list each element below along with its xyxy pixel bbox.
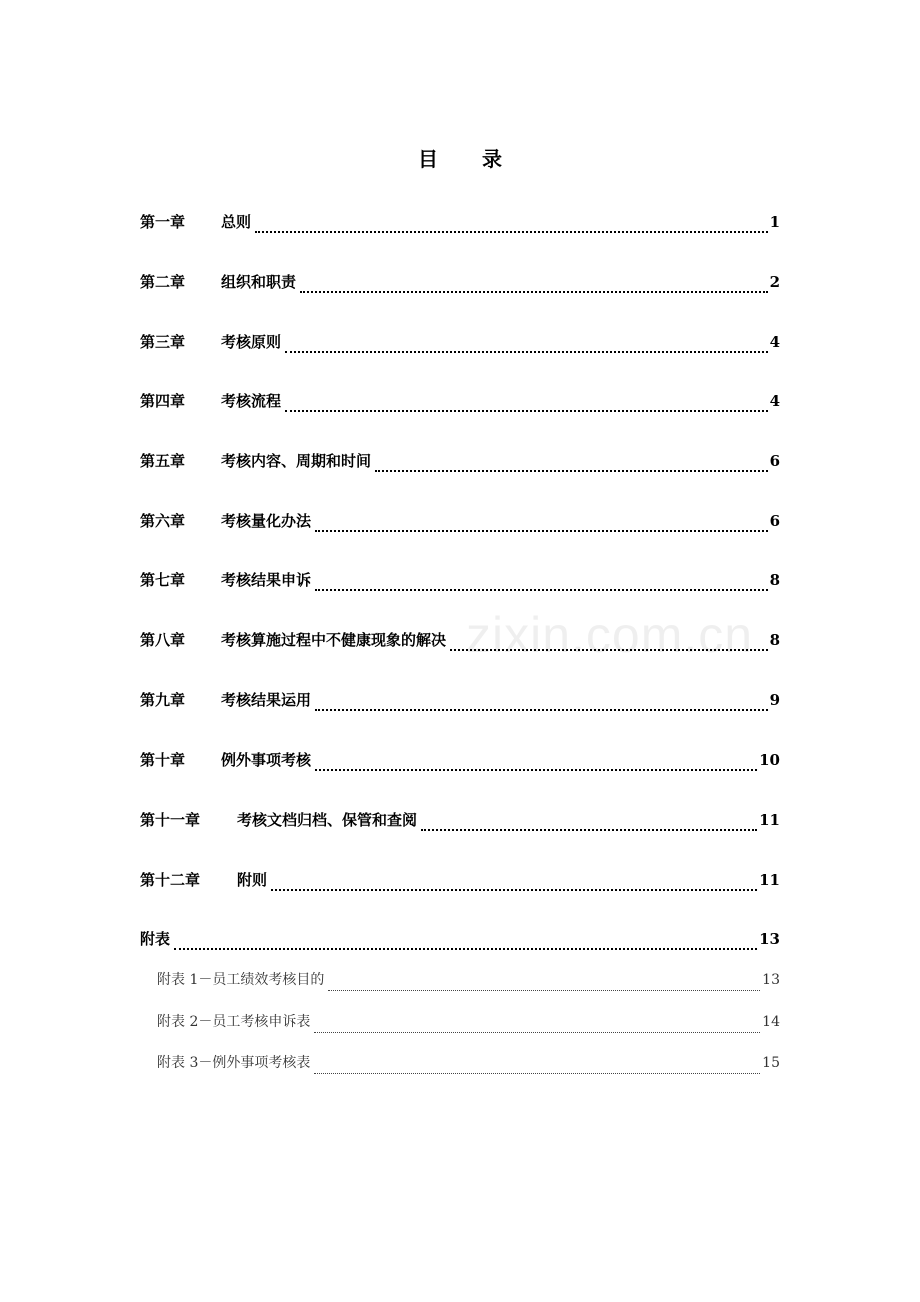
chapter-number: 第九章: [140, 691, 186, 709]
dot-leader: [285, 337, 768, 353]
page-number: 6: [769, 512, 780, 530]
chapter-title: 考核文档归档、保管和查阅: [237, 811, 418, 829]
page-number: 11: [759, 811, 780, 829]
chapter-title: 考核原则: [221, 333, 282, 351]
toc-title-first: 目: [418, 147, 438, 171]
chapter-title: 组织和职责: [221, 273, 297, 291]
toc-entry-chapter-4[interactable]: [140, 390, 780, 412]
chapter-title: 考核结果运用: [221, 691, 312, 709]
toc-entry-appendix[interactable]: [140, 928, 780, 950]
dot-leader: [421, 815, 757, 831]
toc-entry-chapter-10[interactable]: [140, 749, 780, 771]
chapter-number: 第六章: [140, 512, 186, 530]
chapter-number: 第二章: [140, 273, 186, 291]
dot-leader: [328, 976, 760, 991]
chapter-number: 第一章: [140, 213, 186, 231]
dot-leader: [314, 1059, 760, 1074]
toc-title-second: 录: [482, 147, 502, 171]
chapter-title: 总则: [221, 213, 252, 231]
page-number: 14: [762, 1014, 780, 1030]
dot-leader: [255, 217, 768, 233]
dot-leader: [174, 934, 757, 950]
dot-leader: [271, 875, 757, 891]
toc-entry-appendix-2[interactable]: [157, 1011, 780, 1033]
chapter-number: 第四章: [140, 392, 186, 410]
chapter-title: 考核内容、周期和时间: [221, 452, 372, 470]
toc-entry-appendix-1[interactable]: [157, 969, 780, 991]
toc-entry-chapter-12[interactable]: [140, 869, 780, 891]
page-number: 11: [759, 871, 780, 889]
chapter-number: 第十二章: [140, 871, 201, 889]
chapter-number: 第三章: [140, 333, 186, 351]
chapter-title: 考核量化办法: [221, 512, 312, 530]
chapter-title: 考核流程: [221, 392, 282, 410]
dot-leader: [315, 575, 768, 591]
appendix-item-title: 附表 1－员工绩效考核目的: [157, 972, 325, 988]
chapter-number: 第十一章: [140, 811, 201, 829]
page-number: 13: [759, 930, 780, 948]
dot-leader: [300, 277, 768, 293]
dot-leader: [314, 1018, 760, 1033]
dot-leader: [315, 695, 768, 711]
toc-entry-chapter-5[interactable]: [140, 450, 780, 472]
chapter-title: 例外事项考核: [221, 751, 312, 769]
page-number: 4: [769, 392, 780, 410]
dot-leader: [315, 755, 757, 771]
page-number: 8: [769, 631, 780, 649]
chapter-number: 第十章: [140, 751, 186, 769]
page-number: 13: [762, 972, 780, 988]
page-number: 15: [762, 1055, 780, 1071]
appendix-title: 附表: [140, 930, 171, 948]
page-number: 1: [769, 213, 780, 231]
chapter-title: 考核结果申诉: [221, 571, 312, 589]
toc-entry-chapter-9[interactable]: [140, 689, 780, 711]
page-number: 9: [769, 691, 780, 709]
page-number: 2: [769, 273, 780, 291]
dot-leader: [375, 456, 768, 472]
toc-entry-chapter-7[interactable]: [140, 569, 780, 591]
page-number: 10: [759, 751, 780, 769]
chapter-title: 考核算施过程中不健康现象的解决: [221, 631, 447, 649]
toc-title: [0, 144, 920, 174]
page-number: 6: [769, 452, 780, 470]
toc-entry-chapter-3[interactable]: [140, 331, 780, 353]
page-number: 8: [769, 571, 780, 589]
chapter-title: 附则: [237, 871, 268, 889]
toc-entry-chapter-11[interactable]: [140, 809, 780, 831]
toc-entry-chapter-6[interactable]: [140, 510, 780, 532]
appendix-item-title: 附表 2－员工考核申诉表: [157, 1014, 311, 1030]
toc-entry-appendix-3[interactable]: [157, 1052, 780, 1074]
page-number: 4: [769, 333, 780, 351]
toc-entry-chapter-1[interactable]: [140, 211, 780, 233]
dot-leader: [285, 396, 768, 412]
toc-entry-chapter-2[interactable]: [140, 271, 780, 293]
appendix-item-title: 附表 3－例外事项考核表: [157, 1055, 311, 1071]
chapter-number: 第五章: [140, 452, 186, 470]
chapter-number: 第八章: [140, 631, 186, 649]
chapter-number: 第七章: [140, 571, 186, 589]
watermark: zixin.com.cn: [466, 607, 754, 663]
dot-leader: [315, 516, 768, 532]
